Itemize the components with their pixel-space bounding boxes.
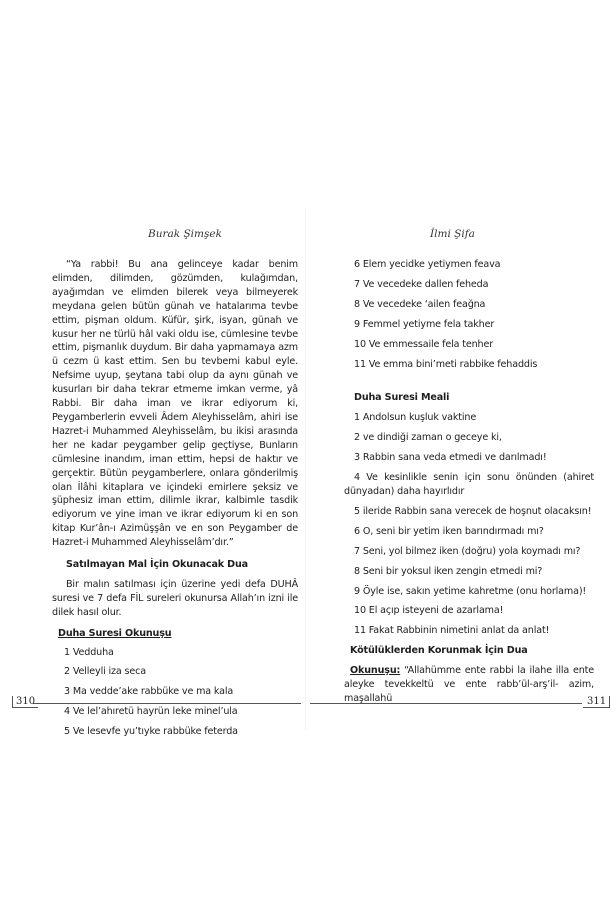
meal-2: 2 ve dindiği zaman o geceye ki,	[354, 432, 502, 444]
meal-list	[344, 411, 594, 638]
meal-9: 9 Öyle ise, sakın yetime kahretme (onu horlama)!	[354, 585, 587, 597]
verse-2: 2 Velleyli iza seca	[64, 666, 146, 678]
right-page-header: İlmi Şifa	[430, 228, 475, 240]
verse-9: 9 Femmel yetiyme fela takher	[354, 318, 495, 330]
okunusu-paragraph	[344, 664, 594, 706]
left-page-header: Burak Şimşek	[148, 228, 222, 240]
meal-7: 7 Seni, yol bilmez iken (doğru) yola koymadı mı?	[354, 545, 581, 557]
meal-5: 5 ileride Rabbin sana verecek de hoşnut olacaksın!	[354, 505, 592, 517]
right-page-body	[344, 258, 594, 706]
subheading-okunusu	[52, 627, 298, 641]
verse-3: 3 Ma vedde’ake rabbüke ve ma kala	[64, 686, 234, 698]
left-footer-rule	[33, 703, 301, 704]
verse-1: 1 Vedduha	[64, 646, 114, 658]
verse-7: 7 Ve vecedeke dallen feheda	[354, 278, 489, 290]
meal-heading: Duha Suresi Meali	[354, 392, 450, 404]
okunusu-text: “Allahümme ente rabbi la ilahe illa ente aleyke tevekkeltü ve ente rabb’ül-arş’il- azim, maşallahü	[344, 665, 594, 704]
verse-5: 5 Ve lesevfe yu’tıyke rabbüke feterda	[64, 726, 238, 738]
right-page	[306, 0, 613, 920]
section-heading: Satılmayan Mal İçin Okunacak Dua	[66, 559, 249, 571]
meal-6: 6 O, seni bir yetim iken barındırmadı mı?	[354, 525, 544, 537]
left-page-number: 310	[12, 696, 38, 708]
right-page-number: 311	[583, 696, 610, 708]
subheading-text: Duha Suresi Okunuşu	[58, 627, 172, 639]
verse-8: 8 Ve vecedeke ‘ailen feağna	[354, 298, 486, 310]
meal-4: 4 Ve kesinlikle senin için sonu önünden (ahiret dünyadan) daha hayırlıdır	[344, 472, 594, 497]
prayer-paragraph: “Ya rabbi! Bu ana gelinceye kadar benim elimden, dilimden, gözümden, kulağımdan, ayağımdan ve elimden bilerek veya bilmeyerek meydana gelen bütün günah ve hatalarıma tevbe ettim, pişman oldum. Küfür, şirk, isyan, günah ve kusur her ne türlü hâl vaki oldu ise, cümlesine tevbe ettim, pişmanlık duydum. Bir daha yapmamaya azm ü cezm ü kast ettim. Sen bu tevbemi kabul eyle. Nefsime uyup, şeytana tabi olup da aynı günah ve kusurları bir daha tekrar etmeme imkan verme, yâ Rabbi. Bir daha iman ve ikrar ediyorum ki, Peygamberlerin evveli Âdem Aleyhisselâm, ahiri ise Hazret-i Muhammed Aleyhisselâm, bu ikisi arasında her ne kadar peygamber gelip geçtiyse, Bunların cümlesine inandım, iman ettim, hepsi de haktır ve gerçektir. Bütün peygamberlere, onlara gönderilmiş olan İlâhi kitaplara ve içindeki emirlere şeksiz ve şüphesiz iman ettim, dilimle ikrar, kalbimle tasdik ediyorum ve yine iman ve ikrar ediyorum ki en son kitap Kur’ân-ı Azimüşşân ve en son Peygamber de Hazret-i Muhammed Aleyhisselâm’dır.”	[52, 259, 298, 549]
right-footer-rule	[310, 703, 582, 704]
meal-1: 1 Andolsun kuşluk vaktine	[354, 412, 477, 424]
left-page-body	[52, 258, 298, 745]
meal-8: 8 Seni bir yoksul iken zengin etmedi mi?	[354, 565, 543, 577]
meal-10: 10 El açıp isteyeni de azarlama!	[354, 605, 504, 617]
section-paragraph: Bir malın satılması için üzerine yedi defa DUHÂ suresi ve 7 defa FİL sureleri okunursa Allah’ın izni ile dilek hasıl olur.	[52, 578, 298, 618]
verse-4: 4 Ve lel’ahıretü hayrün leke minel’ula	[64, 706, 238, 718]
verse-10: 10 Ve emmessaile fela tenher	[354, 338, 494, 350]
verse-list-left	[52, 646, 298, 740]
verse-11: 11 Ve emma bini’meti rabbike fehaddis	[354, 358, 538, 370]
dua-heading: Kötülüklerden Korunmak İçin Dua	[350, 645, 528, 657]
meal-11: 11 Fakat Rabbinin nimetini anlat da anlat!	[354, 625, 550, 637]
meal-3: 3 Rabbin sana veda etmedi ve darılmadı!	[354, 452, 547, 464]
okunusu-label: Okunuşu:	[350, 665, 401, 677]
verse-list-right	[344, 258, 594, 371]
verse-6: 6 Elem yecidke yetiymen feava	[354, 259, 501, 270]
left-page	[0, 0, 306, 920]
